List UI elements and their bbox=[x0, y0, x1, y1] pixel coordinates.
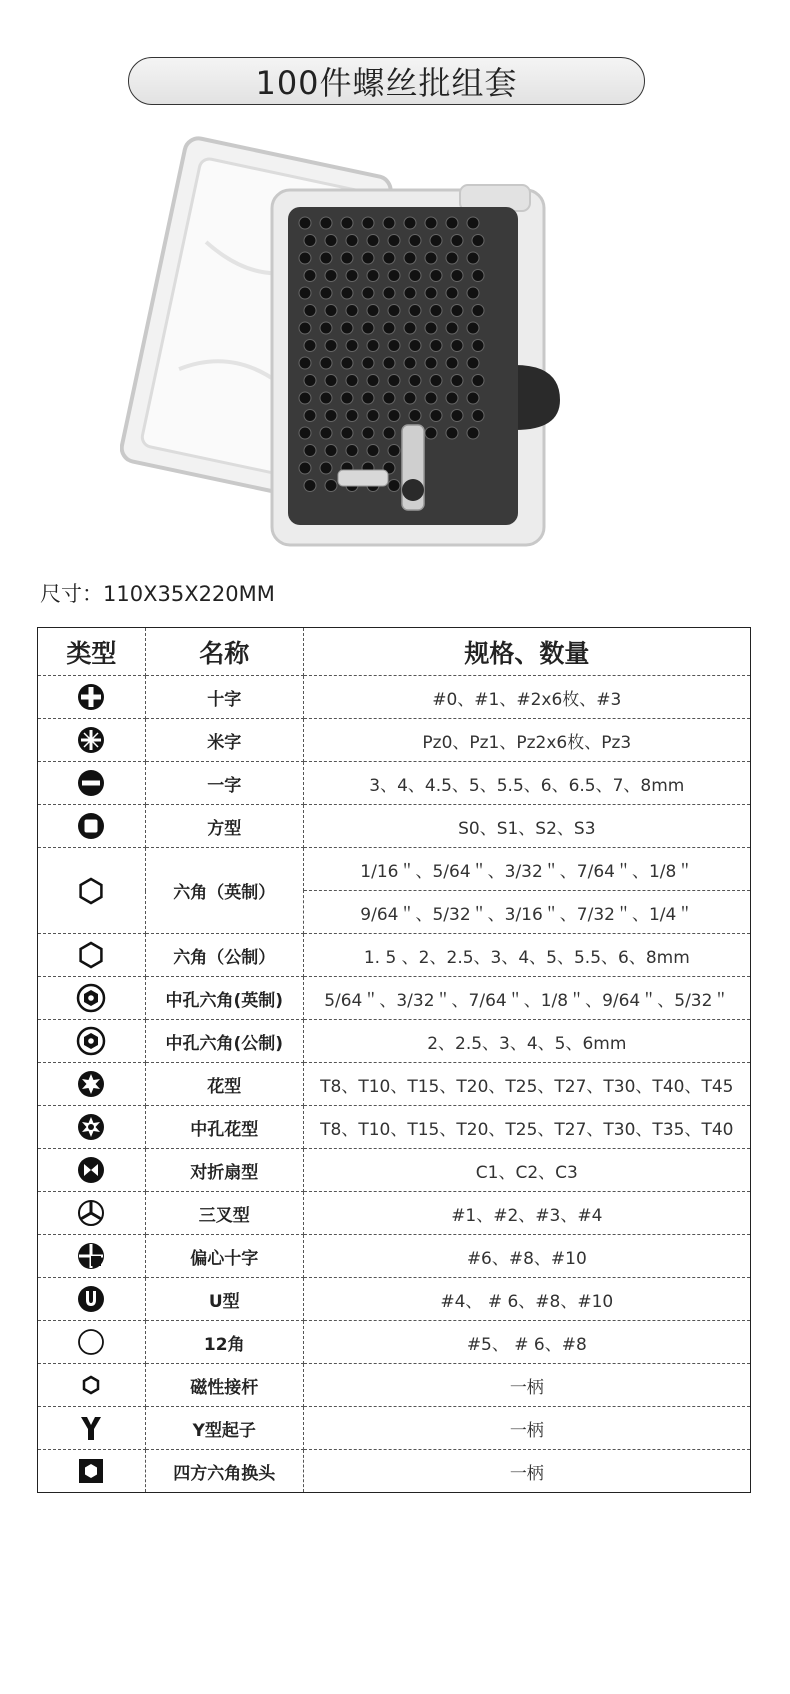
type-cell bbox=[38, 1278, 146, 1321]
phillips-icon bbox=[76, 682, 106, 712]
type-cell bbox=[38, 1235, 146, 1278]
hex-rod-icon bbox=[76, 1370, 106, 1400]
size-label: 尺寸：110X35X220MM bbox=[40, 582, 275, 606]
spec-cell: 一柄 bbox=[303, 1450, 750, 1493]
spec-cell: C1、C2、C3 bbox=[303, 1149, 750, 1192]
table-row bbox=[38, 1020, 751, 1063]
spec-cell: 5/64＂、3/32＂、7/64＂、1/8＂、9/64＂、5/32＂ bbox=[303, 977, 750, 1020]
spec-cell: #4、 # 6、#8、#10 bbox=[303, 1278, 750, 1321]
spec-table bbox=[37, 627, 751, 1493]
name-cell: 一字 bbox=[145, 762, 303, 805]
spec-cell: S0、S1、S2、S3 bbox=[303, 805, 750, 848]
name-cell: 偏心十字 bbox=[145, 1235, 303, 1278]
type-cell bbox=[38, 1020, 146, 1063]
spec-cell: T8、T10、T15、T20、T25、T27、T30、T35、T40 bbox=[303, 1106, 750, 1149]
table-row bbox=[38, 1235, 751, 1278]
spec-cell: #6、#8、#10 bbox=[303, 1235, 750, 1278]
type-cell bbox=[38, 676, 146, 719]
name-cell: 米字 bbox=[145, 719, 303, 762]
spec-cell: #0、#1、#2x6枚、#3 bbox=[303, 676, 750, 719]
table-row bbox=[38, 805, 751, 848]
torx-icon bbox=[76, 1069, 106, 1099]
spec-cell: #5、 # 6、#8 bbox=[303, 1321, 750, 1364]
type-cell bbox=[38, 1192, 146, 1235]
table-row bbox=[38, 1407, 751, 1450]
name-cell: 花型 bbox=[145, 1063, 303, 1106]
name-cell: 磁性接杆 bbox=[145, 1364, 303, 1407]
name-cell: 对折扇型 bbox=[145, 1149, 303, 1192]
table-row bbox=[38, 1063, 751, 1106]
table-row bbox=[38, 1278, 751, 1321]
clutch-icon bbox=[76, 1155, 106, 1185]
header-name: 名称 bbox=[145, 628, 303, 676]
table-row bbox=[38, 719, 751, 762]
type-cell bbox=[38, 1106, 146, 1149]
slotted-icon bbox=[76, 768, 106, 798]
table-row bbox=[38, 1450, 751, 1493]
spec-cell: 一柄 bbox=[303, 1364, 750, 1407]
spec-cell: 3、4、4.5、5、5.5、6、6.5、7、8mm bbox=[303, 762, 750, 805]
name-cell: 六角（英制） bbox=[145, 848, 303, 934]
spec-cell: T8、T10、T15、T20、T25、T27、T30、T40、T45 bbox=[303, 1063, 750, 1106]
name-cell: 中孔六角(英制) bbox=[145, 977, 303, 1020]
spec-cell: Pz0、Pz1、Pz2x6枚、Pz3 bbox=[303, 719, 750, 762]
table-row bbox=[38, 977, 751, 1020]
header-type: 类型 bbox=[38, 628, 146, 676]
spec-cell: 1. 5 、2、2.5、3、4、5、5.5、6、8mm bbox=[303, 934, 750, 977]
type-cell bbox=[38, 934, 146, 977]
page-title-text: 100件螺丝批组套 bbox=[255, 64, 518, 102]
table-row bbox=[38, 762, 751, 805]
name-cell: U型 bbox=[145, 1278, 303, 1321]
security-hex-icon bbox=[76, 983, 106, 1013]
pozidriv-icon bbox=[76, 725, 106, 755]
name-cell: 中孔六角(公制) bbox=[145, 1020, 303, 1063]
name-cell: Y型起子 bbox=[145, 1407, 303, 1450]
name-cell: 方型 bbox=[145, 805, 303, 848]
y-type-icon bbox=[76, 1413, 106, 1443]
square-icon bbox=[76, 811, 106, 841]
name-cell: 十字 bbox=[145, 676, 303, 719]
type-cell bbox=[38, 805, 146, 848]
type-cell bbox=[38, 977, 146, 1020]
type-cell bbox=[38, 762, 146, 805]
spec-cell: #1、#2、#3、#4 bbox=[303, 1192, 750, 1235]
type-cell bbox=[38, 1149, 146, 1192]
twelve-point-icon bbox=[76, 1327, 106, 1357]
table-row bbox=[38, 1106, 751, 1149]
name-cell: 三叉型 bbox=[145, 1192, 303, 1235]
hex-icon bbox=[76, 940, 106, 970]
spec-cell: 9/64＂、5/32＂、3/16＂、7/32＂、1/4＂ bbox=[303, 891, 750, 934]
eccentric-cross-icon bbox=[76, 1241, 106, 1271]
type-cell bbox=[38, 719, 146, 762]
spec-cell: 一柄 bbox=[303, 1407, 750, 1450]
type-cell bbox=[38, 1063, 146, 1106]
type-cell bbox=[38, 848, 146, 934]
spec-cell: 1/16＂、5/64＂、3/32＂、7/64＂、1/8＂ bbox=[303, 848, 750, 891]
table-row bbox=[38, 1364, 751, 1407]
square-hex-adapter-icon bbox=[76, 1456, 106, 1486]
security-hex-icon bbox=[76, 1026, 106, 1056]
type-cell bbox=[38, 1407, 146, 1450]
product-image bbox=[120, 135, 590, 585]
u-type-icon bbox=[76, 1284, 106, 1314]
name-cell: 四方六角换头 bbox=[145, 1450, 303, 1493]
table-row bbox=[38, 1192, 751, 1235]
name-cell: 中孔花型 bbox=[145, 1106, 303, 1149]
table-header-row bbox=[38, 628, 751, 676]
tri-wing-icon bbox=[76, 1198, 106, 1228]
table-row bbox=[38, 676, 751, 719]
table-row bbox=[38, 934, 751, 977]
page-title bbox=[128, 57, 645, 105]
type-cell bbox=[38, 1321, 146, 1364]
table-row bbox=[38, 1149, 751, 1192]
name-cell: 六角（公制） bbox=[145, 934, 303, 977]
table-row bbox=[38, 1321, 751, 1364]
name-cell: 12角 bbox=[145, 1321, 303, 1364]
spec-cell: 2、2.5、3、4、5、6mm bbox=[303, 1020, 750, 1063]
header-spec: 规格、数量 bbox=[303, 628, 750, 676]
security-torx-icon bbox=[76, 1112, 106, 1142]
hex-icon bbox=[76, 876, 106, 906]
type-cell bbox=[38, 1364, 146, 1407]
table-row bbox=[38, 848, 751, 891]
type-cell bbox=[38, 1450, 146, 1493]
